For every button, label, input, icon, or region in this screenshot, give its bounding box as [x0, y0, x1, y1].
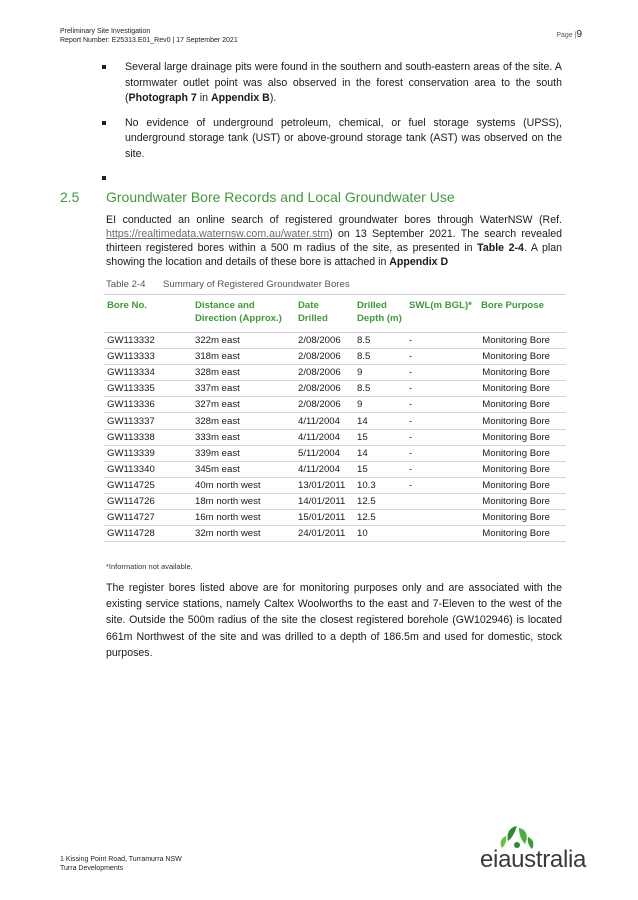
col-depth: Drilled Depth (m): [354, 295, 406, 333]
cell-distance: 328m east: [192, 365, 295, 381]
logo-text: eiaustralia: [480, 846, 587, 873]
page-header: [60, 27, 238, 45]
section-number: 2.5: [60, 189, 80, 205]
document-title: Preliminary Site Investigation: [60, 28, 151, 35]
section-title: Groundwater Bore Records and Local Groundwater Use: [106, 189, 455, 205]
cell-date: 4/11/2004: [295, 461, 354, 477]
cell-depth: 15: [354, 429, 406, 445]
cell-distance: 16m north west: [192, 510, 295, 526]
cell-bore: GW113337: [104, 413, 192, 429]
page-number: [556, 29, 582, 40]
cell-distance: 345m east: [192, 461, 295, 477]
cell-depth: 9: [354, 397, 406, 413]
cell-distance: 327m east: [192, 397, 295, 413]
cell-swl: -: [406, 381, 478, 397]
page-footer: [60, 855, 182, 873]
cell-depth: 14: [354, 445, 406, 461]
bullet-upss: [102, 116, 562, 163]
company-logo: [480, 824, 587, 874]
table-ref: Table 2-4: [477, 242, 524, 254]
cell-depth: 10.3: [354, 477, 406, 493]
table-caption: [106, 279, 350, 290]
paragraph-text: ) on 13 September 2021. The search revealed thirteen registered bores within a 500 m radius of the site, as presented in: [106, 228, 562, 254]
cell-bore: GW114728: [104, 526, 192, 542]
waternsw-link[interactable]: https://realtimedata.waternsw.com.au/water.stm: [106, 228, 330, 240]
cell-date: 14/01/2011: [295, 493, 354, 509]
table-row: [104, 493, 566, 509]
bullet-empty: [102, 171, 562, 186]
cell-purpose: Monitoring Bore: [478, 413, 566, 429]
bullet-list: [102, 60, 562, 195]
cell-bore: GW113335: [104, 381, 192, 397]
bullet-marker: [102, 65, 106, 69]
cell-depth: 8.5: [354, 349, 406, 365]
cell-distance: 328m east: [192, 413, 295, 429]
appendix-ref: Appendix B: [210, 92, 270, 104]
cell-purpose: Monitoring Bore: [478, 510, 566, 526]
cell-bore: GW114727: [104, 510, 192, 526]
bullet-marker: [102, 176, 106, 180]
cell-distance: 318m east: [192, 349, 295, 365]
table-header-row: [104, 295, 566, 333]
cell-purpose: Monitoring Bore: [478, 429, 566, 445]
cell-distance: 40m north west: [192, 477, 295, 493]
cell-purpose: Monitoring Bore: [478, 526, 566, 542]
section-heading: [60, 189, 455, 205]
table-row: [104, 381, 566, 397]
cell-date: 13/01/2011: [295, 477, 354, 493]
bullet-drainage: [102, 60, 562, 107]
paragraph-text: . A plan showing the location and details of these bore is attached in: [106, 242, 562, 268]
cell-distance: 18m north west: [192, 493, 295, 509]
cell-swl: [406, 526, 478, 542]
bullet-text: No evidence of underground petroleum, chemical, or fuel storage systems (UPSS), underground storage tank (UST) or above-ground storage tank (AST) was observed on the site.: [125, 116, 562, 160]
col-distance: Distance and Direction (Approx.): [192, 295, 295, 333]
cell-bore: GW114726: [104, 493, 192, 509]
cell-depth: 8.5: [354, 381, 406, 397]
cell-purpose: Monitoring Bore: [478, 349, 566, 365]
cell-bore: GW113340: [104, 461, 192, 477]
cell-depth: 10: [354, 526, 406, 542]
cell-distance: 333m east: [192, 429, 295, 445]
cell-date: 4/11/2004: [295, 413, 354, 429]
cell-purpose: Monitoring Bore: [478, 445, 566, 461]
cell-purpose: Monitoring Bore: [478, 461, 566, 477]
table-row: [104, 461, 566, 477]
cell-swl: [406, 510, 478, 526]
cell-swl: -: [406, 333, 478, 349]
intro-paragraph: [106, 213, 562, 269]
cell-date: 2/08/2006: [295, 397, 354, 413]
cell-distance: 337m east: [192, 381, 295, 397]
cell-purpose: Monitoring Bore: [478, 477, 566, 493]
appendix-ref: Appendix D: [389, 256, 449, 268]
cell-swl: [406, 493, 478, 509]
col-bore-no: Bore No.: [104, 295, 192, 333]
cell-date: 2/08/2006: [295, 349, 354, 365]
cell-date: 2/08/2006: [295, 365, 354, 381]
table-title: Summary of Registered Groundwater Bores: [163, 279, 350, 290]
cell-swl: -: [406, 349, 478, 365]
bullet-text: ).: [269, 92, 277, 104]
cell-bore: GW114725: [104, 477, 192, 493]
bullet-text: in: [196, 92, 211, 104]
table-row: [104, 510, 566, 526]
table-note: *Information not available.: [106, 562, 193, 571]
footer-client: Turra Developments: [60, 865, 124, 872]
table-number: Table 2-4: [106, 279, 146, 290]
table-row: [104, 333, 566, 349]
cell-swl: -: [406, 413, 478, 429]
cell-swl: -: [406, 477, 478, 493]
table-row: [104, 397, 566, 413]
cell-date: 24/01/2011: [295, 526, 354, 542]
cell-swl: -: [406, 445, 478, 461]
table-row: [104, 477, 566, 493]
footer-address: 1 Kissing Point Road, Turramurra NSW: [60, 856, 182, 863]
cell-date: 2/08/2006: [295, 333, 354, 349]
bullet-marker: [102, 121, 106, 125]
cell-depth: 12.5: [354, 493, 406, 509]
report-number: Report Number: E25313.E01_Rev0 | 17 September 2021: [60, 37, 238, 44]
page-label: Page |: [556, 32, 577, 39]
cell-depth: 15: [354, 461, 406, 477]
cell-distance: 32m north west: [192, 526, 295, 542]
photograph-ref: Photograph 7: [128, 92, 197, 104]
cell-purpose: Monitoring Bore: [478, 333, 566, 349]
table-row: [104, 429, 566, 445]
cell-purpose: Monitoring Bore: [478, 381, 566, 397]
cell-swl: -: [406, 365, 478, 381]
table-row: [104, 349, 566, 365]
bullet-text: Several large drainage pits were found in the southern and south-eastern areas of the site. A stormwater outlet point was also observed in the forest conservation area to the south (: [125, 61, 562, 104]
cell-purpose: Monitoring Bore: [478, 365, 566, 381]
cell-bore: GW113332: [104, 333, 192, 349]
cell-distance: 322m east: [192, 333, 295, 349]
cell-depth: 14: [354, 413, 406, 429]
cell-bore: GW113334: [104, 365, 192, 381]
table-row: [104, 445, 566, 461]
col-date: Date Drilled: [295, 295, 354, 333]
table-row: [104, 526, 566, 542]
table-row: [104, 413, 566, 429]
cell-bore: GW113336: [104, 397, 192, 413]
col-purpose: Bore Purpose: [478, 295, 566, 333]
cell-swl: -: [406, 397, 478, 413]
page-number-value: 9: [576, 29, 582, 40]
cell-depth: 9: [354, 365, 406, 381]
cell-date: 4/11/2004: [295, 429, 354, 445]
cell-depth: 8.5: [354, 333, 406, 349]
closing-paragraph: The register bores listed above are for monitoring purposes only and are associated with the existing service stations, namely Caltex Woolworths to the east and 7-Eleven to the west of the site. Outside the 500m radius of the site the closest registered borehole (GW102946) is located 661m Northwest of the site and was drilled to a depth of 186.5m and used for domestic, stock purposes.: [106, 582, 562, 659]
table-row: [104, 365, 566, 381]
cell-bore: GW113339: [104, 445, 192, 461]
cell-purpose: Monitoring Bore: [478, 493, 566, 509]
cell-date: 15/01/2011: [295, 510, 354, 526]
cell-bore: GW113338: [104, 429, 192, 445]
paragraph-text: EI conducted an online search of registered groundwater bores through WaterNSW (Ref.: [106, 214, 562, 226]
cell-depth: 12.5: [354, 510, 406, 526]
cell-bore: GW113333: [104, 349, 192, 365]
cell-date: 2/08/2006: [295, 381, 354, 397]
cell-swl: -: [406, 429, 478, 445]
cell-date: 5/11/2004: [295, 445, 354, 461]
cell-distance: 339m east: [192, 445, 295, 461]
bores-table: [104, 294, 566, 542]
col-swl: SWL(m BGL)*: [406, 295, 478, 333]
cell-swl: -: [406, 461, 478, 477]
cell-purpose: Monitoring Bore: [478, 397, 566, 413]
